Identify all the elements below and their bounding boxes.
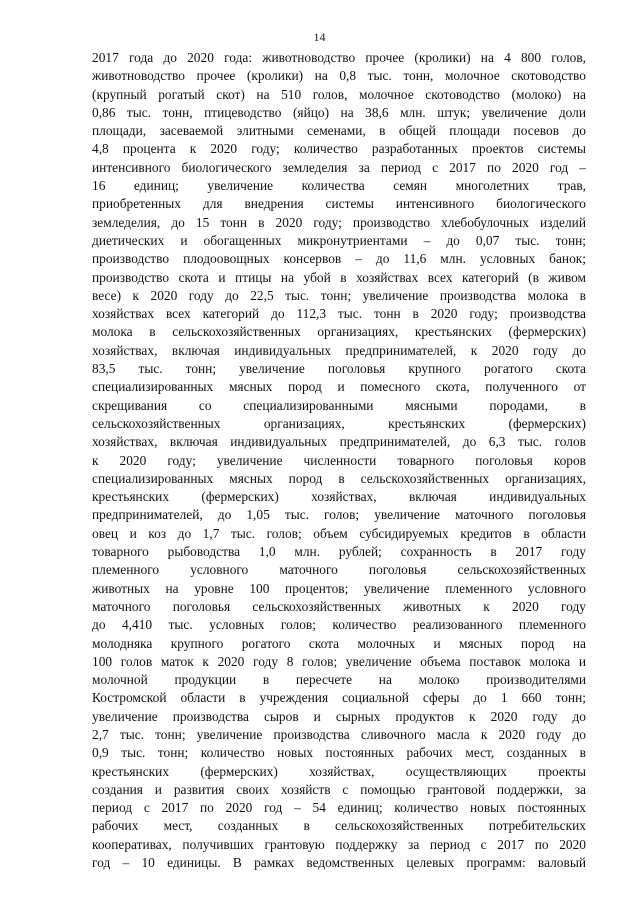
text-line: площади, засеваемой элитными семенами, в общей площади посевов до	[92, 123, 586, 139]
text-line: рабочих мест, созданных в сельскохозяйственных потребительских	[92, 818, 586, 834]
text-line: производство плодоовощных консервов – до 11,6 млн. условных банок;	[92, 251, 586, 267]
text-line: племенного условного маточного поголовья сельскохозяйственных	[92, 562, 586, 578]
text-line: диетических и обогащенных микронутриентами – до 0,07 тыс. тонн;	[92, 232, 586, 248]
text-line: приобретенных для внедрения системы интенсивного биологического	[92, 196, 586, 212]
text-line: до 4,410 тыс. условных голов; количество реализованного племенного	[92, 617, 586, 633]
text-line: 0,9 тыс. тонн; количество новых постоянных рабочих мест, созданных в	[92, 745, 586, 761]
text-line: производство скота и птицы на убой в хозяйствах всех категорий (в живом	[92, 269, 586, 285]
text-line: маточного поголовья сельскохозяйственных животных к 2020 году	[92, 598, 586, 614]
text-line: увеличение производства сыров и сырных продуктов к 2020 году до	[92, 708, 586, 724]
text-line: специализированных мясных пород в сельскохозяйственных организациях,	[92, 470, 586, 486]
text-line: 2017 года до 2020 года: животноводство прочее (кролики) на 4 800 голов,	[92, 50, 586, 65]
text-line: сельскохозяйственных организациях, крестьянских (фермерских)	[92, 415, 586, 431]
text-line: предпринимателей, до 1,05 тыс. голов; увеличение маточного поголовья	[92, 507, 586, 523]
text-line: специализированных мясных пород и помесного скота, полученного от	[92, 379, 586, 395]
text-line: овец и коз до 1,7 тыс. голов; объем субсидируемых кредитов в области	[92, 525, 586, 541]
text-line: интенсивного биологического земледелия за период с 2017 по 2020 год –	[92, 159, 586, 175]
text-line: земледелия, до 15 тонн в 2020 году; производство хлебобулочных изделий	[92, 214, 586, 230]
text-line: хозяйствах, включая индивидуальных предпринимателей, до 6,3 тыс. голов	[92, 434, 586, 450]
text-line: товарного рыбоводства 1,0 млн. рублей; сохранность в 2017 году	[92, 544, 586, 560]
text-line: 4,8 процента к 2020 году; количество разработанных проектов системы	[92, 141, 586, 157]
text-line: животных на уровне 100 процентов; увеличение племенного условного	[92, 580, 586, 596]
text-line: молодняка крупного рогатого скота молочных и мясных пород на	[92, 635, 586, 651]
text-line: создания и развития своих хозяйств с помощью грантовой поддержки, за	[92, 781, 586, 797]
text-line: 2,7 тыс. тонн; увеличение производства сливочного масла к 2020 году до	[92, 726, 586, 742]
text-line: молочной продукции в пересчете на молоко производителями	[92, 672, 586, 688]
text-line: (крупный рогатый скот) на 510 голов, молочное скотоводство (молоко) на	[92, 86, 586, 102]
body-paragraph	[92, 49, 586, 872]
text-line: 16 единиц; увеличение количества семян многолетних трав,	[92, 178, 586, 194]
text-line: период с 2017 по 2020 год – 54 единиц; количество новых постоянных	[92, 800, 586, 816]
text-line: крестьянских (фермерских) хозяйствах, осуществляющих проекты	[92, 763, 586, 779]
text-line: весе) к 2020 году до 22,5 тыс. тонн; увеличение производства молока в	[92, 287, 586, 303]
text-line: крестьянских (фермерских) хозяйствах, включая индивидуальных	[92, 489, 586, 505]
text-line: животноводство прочее (кролики) на 0,8 тыс. тонн, молочное скотоводство	[92, 68, 586, 84]
text-line: 100 голов маток к 2020 году 8 голов; увеличение объема поставок молока и	[92, 653, 586, 669]
text-line: хозяйствах всех категорий до 112,3 тыс. тонн в 2020 году; производства	[92, 306, 586, 322]
text-line: Костромской области в учреждения социальной сферы до 1 660 тонн;	[92, 690, 586, 706]
text-line: 83,5 тыс. тонн; увеличение поголовья крупного рогатого скота	[92, 361, 586, 377]
text-line: кооперативах, получивших грантовую поддержку за период с 2017 по 2020	[92, 836, 586, 852]
text-line: 0,86 тыс. тонн, птицеводство (яйцо) на 38,6 млн. штук; увеличение доли	[92, 104, 586, 120]
text-line: хозяйствах, включая индивидуальных предпринимателей, к 2020 году до	[92, 342, 586, 358]
text-line: год – 10 единицы. В рамках ведомственных целевых программ: валовый	[92, 855, 586, 871]
text-line: молока в сельскохозяйственных организациях, крестьянских (фермерских)	[92, 324, 586, 340]
text-line: к 2020 году; увеличение численности товарного поголовья коров	[92, 452, 586, 468]
page-number: 14	[313, 30, 326, 44]
text-line: скрещивания со специализированными мясными породами, в	[92, 397, 586, 413]
